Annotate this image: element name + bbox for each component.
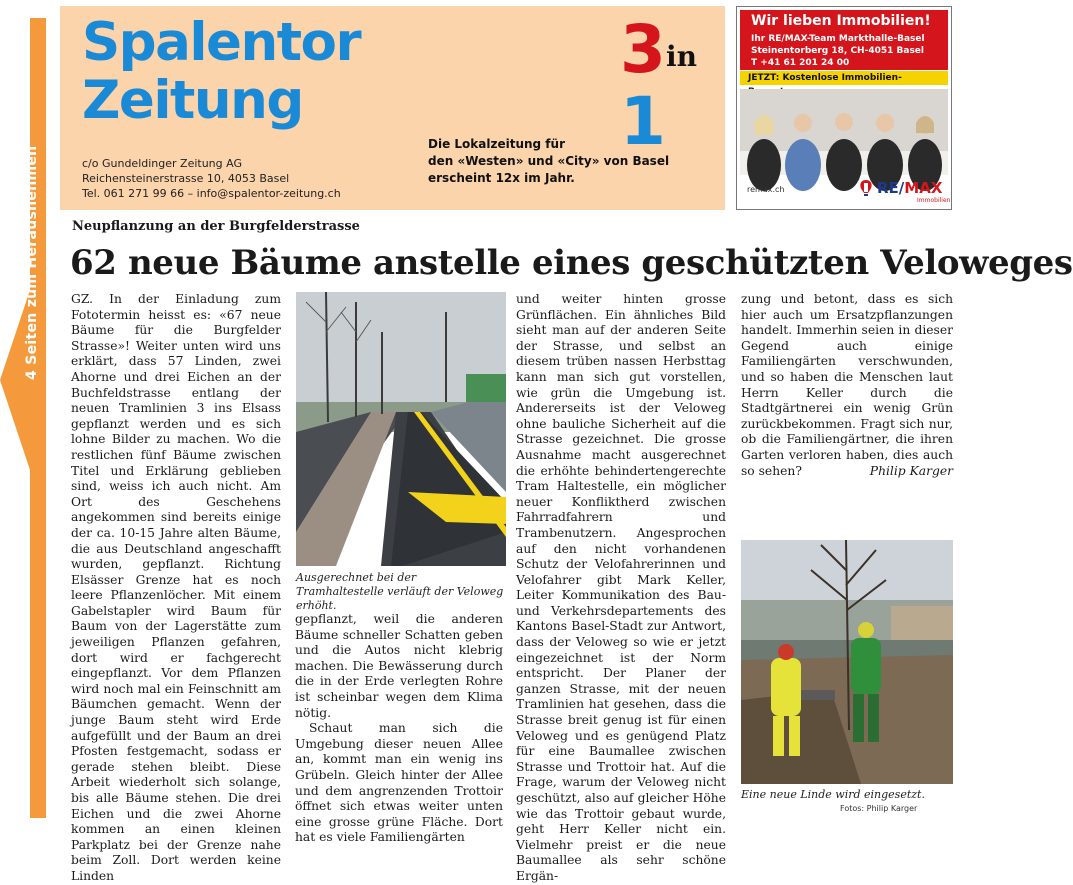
ad-url[interactable]: remax.ch (747, 185, 785, 194)
photo-caption-2: Eine neue Linde wird eingesetzt. (741, 788, 925, 801)
tagline-line: erscheint 12x im Jahr. (428, 171, 575, 185)
ad-headline: Wir lieben Immobilien! (751, 13, 931, 29)
ad-header (740, 10, 948, 70)
address-line: Reichensteinerstrasse 10, 4053 Basel (82, 172, 290, 185)
brand-title-line1: Spalentor (82, 12, 361, 73)
article-paragraph: zung und betont, dass es sich hier auch um Ersatzpflanzungen handelt. Immerhin seien in dieser Gegend auch einige Familiengärten verschwunden, und so haben die Menschen laut Herrn Keller durch die Stadtgärtnerei ein wenig Grün zurückbekommen. Fragt sich nur, ob die Familiengärtner, die ihren Garten verloren haben, dies auch so sehen? (741, 292, 953, 478)
tree-planting-photo (741, 540, 953, 784)
balloon-icon (857, 179, 875, 197)
ad-line: Ihr RE/MAX-Team Markthalle-Basel (751, 34, 925, 44)
article-kicker: Neupflanzung an der Burgfelderstrasse (72, 219, 360, 234)
article-column-2 (295, 612, 503, 846)
ad-team-photo (740, 89, 948, 175)
photo-credit: Fotos: Philip Karger (840, 804, 918, 813)
photo-caption-1: Ausgerechnet bei der Tramhaltestelle verläuft der Veloweg erhöht. (296, 571, 504, 612)
logo-in: in (665, 40, 697, 73)
article-column-3 (516, 292, 726, 885)
article-headline: 62 neue Bäume anstelle eines geschützten Veloweges (70, 243, 1073, 283)
article-column-4 (741, 292, 953, 479)
address-line: Tel. 061 271 99 66 – info@spalentor-zeitung.ch (82, 187, 341, 200)
article-paragraph: Schaut man sich die Umgebung dieser neuen Allee an, kommt man ein wenig ins Grübeln. Gleich hinter der Allee und dem angrenzenden Trottoir öffnet sich etwas weiter unten eine grosse grüne Fläche. Dort hat es viele Familiengärten (295, 721, 503, 845)
tagline (428, 136, 669, 187)
ad-cta: JETZT: Kostenlose Immobilien- (740, 71, 948, 85)
remax-logo-max: MAX (904, 179, 943, 197)
tab-arrow-icon (0, 0, 46, 823)
brand-title-line2: Zeitung (82, 70, 303, 131)
ad-line: Steinentorberg 18, CH-4051 Basel (751, 46, 924, 56)
remax-logo-re: RE/ (877, 179, 905, 197)
masthead (60, 6, 725, 210)
address-line: c/o Gundeldinger Zeitung AG (82, 157, 242, 170)
logo-three: 3 (620, 11, 666, 88)
publisher-address (82, 156, 341, 201)
ad-line: T +41 61 201 24 00 (751, 58, 850, 68)
logo-one: 1 (620, 83, 666, 160)
side-tab-label: 4 Seiten zum Herausnehmen (24, 145, 40, 380)
side-tab (0, 0, 46, 823)
article-paragraph: und weiter hinten grosse Grünflächen. Ein ähnliches Bild sieht man auf der anderen Seite der Strasse, und selbst an diesem trüben nassen Herbsttag kann man sich gut vorstellen, wie grün die Umgebung ist. Andererseits ist der Veloweg ohne bauliche Sicherheit auf die Strasse gezeichnet. Die grosse Ausnahme macht ausgerechnet die erhöhte behindertengerechte Tram Haltestelle, ein möglicher neuer Konfliktherd zwischen Fahrradfahrern und Trambenutzern. Angesprochen auf den nicht vorhandenen Schutz der Velofahrerinnen und Velofahrer gibt Mark Keller, Leiter Kommunikation des Bau- und Verkehrsdepartements des Kantons Basel-Stadt zur Antwort, dass der Veloweg so wie er jetzt eingezeichnet ist der Norm entspricht. Der Planer der ganzen Strasse, mit der neuen Tramlinien hat gesehen, dass die Strasse breit genug ist für einen Veloweg und es genügend Platz für eine Baumallee zwischen Strasse und Trottoir hat. Auf die Frage, warum der Veloweg nicht geschützt, also auf gleicher Höhe wie das Trottoir gebaut wurde, geht Herr Keller nicht ein. Vielmehr preist er die neue Baumallee als sehr schöne Ergän- (516, 292, 726, 883)
article-paragraph: gepflanzt, weil die anderen Bäume schneller Schatten geben und die Autos nicht klebrig machen. Die Bewässerung durch die in der Erde verlegten Rohre ist scheinbar wegen dem Klima nötig. (295, 612, 503, 720)
remax-advertisement[interactable] (736, 6, 952, 210)
tagline-line: Die Lokalzeitung für (428, 137, 565, 151)
article-paragraph: GZ. In der Einladung zum Fototermin heisst es: «67 neue Bäume für die Burgfelder Strasse»! Weiter unten wird uns erklärt, dass 57 Linden, zwei Ahorne und drei Eichen an der Buchfeldstrasse entlang der neuen Tramlinien 3 ins Elsass gepflanzt werden und es sich lohne Bilder zu machen. Wo die restlichen fünf Bäume zwischen Titel und Erklärung geblieben sind, weiss ich auch nicht. Am Ort des Geschehens angekommen sind bereits einige der ca. 10-15 Jahre alten Bäume, die aus Deutschland angeschafft wurden, gepflanzt. Richtung Elsässer Grenze hat es noch leere Pflanzenlöcher. Mit einem Gabelstapler wird Baum für Baum von der Lagerstätte zum jeweiligen Pflanzen gefahren, dort wird er fachgerecht eingepflanzt. Vor dem Pflanzen wird noch mal ein Feinschnitt am Bäumchen gemacht. Wenn der junge Baum steht wird Erde aufgefüllt und der Baum an drei Pfosten festgemacht, sodass er gerade stehen bleibt. Diese Arbeit wiederholt sich solange, bis alle Bäume stehen. Die drei Eichen und die zwei Ahorne kommen an einen kleinen Parkplatz bei der Grenze nahe beim Zoll. Dort werden keine Linden (71, 292, 281, 883)
remax-logo (877, 179, 942, 197)
author-signature: Philip Karger (869, 463, 953, 478)
article-column-1 (71, 292, 281, 885)
remax-logo-subtitle: Immobilien (917, 197, 951, 204)
tram-stop-photo (296, 292, 506, 566)
tagline-line: den «Westen» und «City» von Basel (428, 154, 670, 168)
